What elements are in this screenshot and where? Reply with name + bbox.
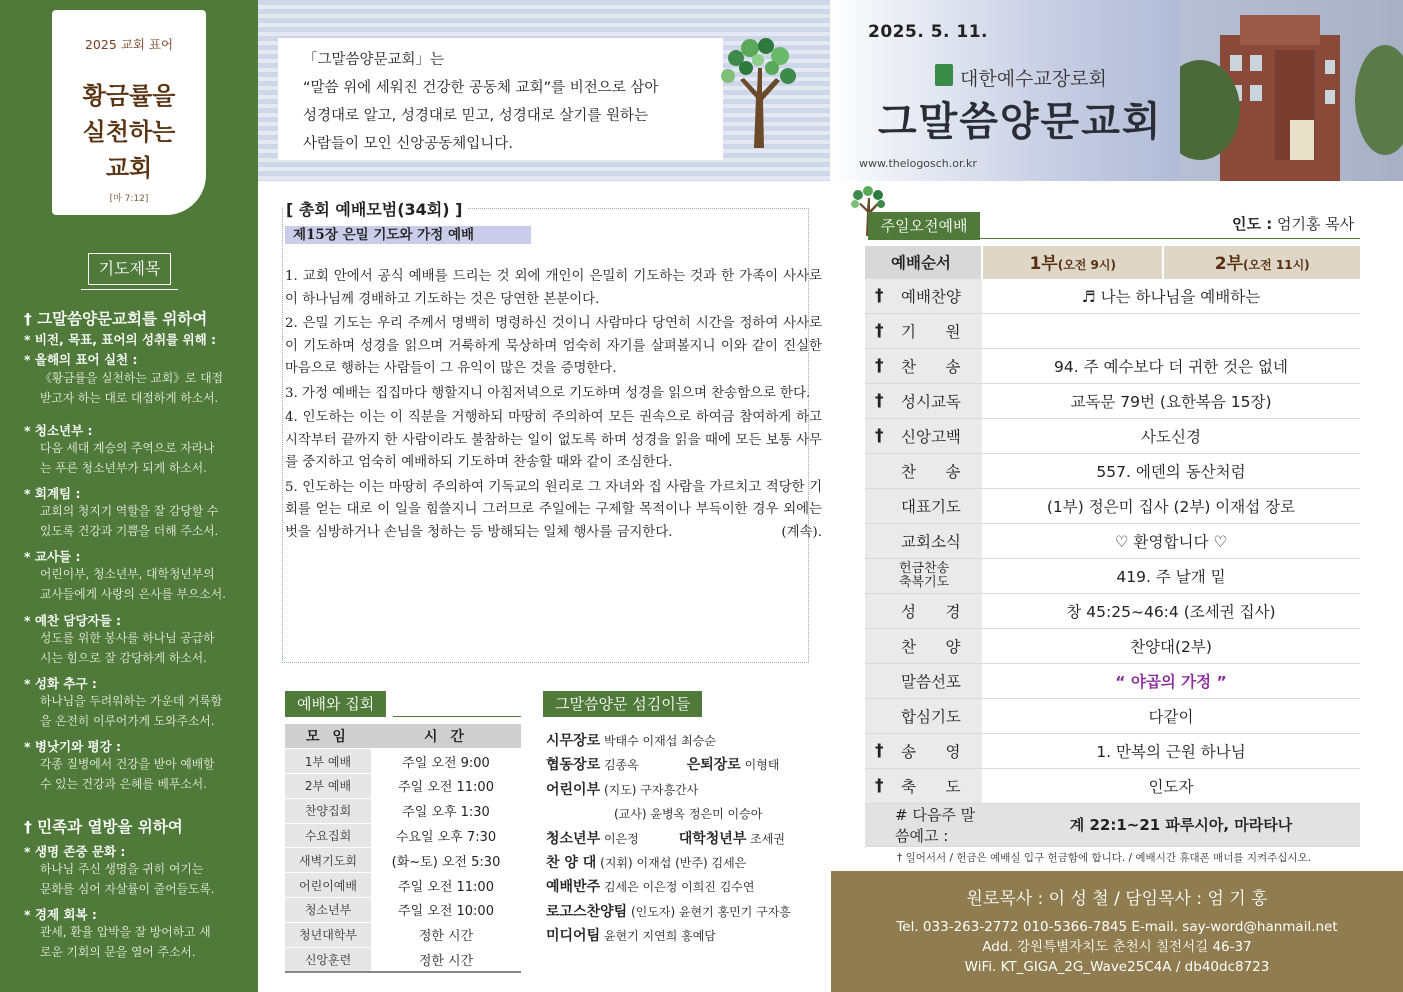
table-row: 교회소식 ♡ 환영합니다 ♡ [865, 523, 1360, 558]
church-building-image [1180, 0, 1403, 181]
list-item: 찬 양 대 (지휘) 이재섭 (반주) 김세은 [546, 855, 747, 872]
service-leader: 인도 : 엄기홍 목사 [1232, 215, 1355, 233]
table-row: 합심기도 다같이 [865, 698, 1360, 733]
meetings-title-rule [393, 716, 521, 717]
church-intro: 「그말씀양문교회」는 “말씀 위에 세워진 건강한 공동체 교회”를 비전으로 삼아 성경대로 알고, 성경대로 믿고, 성경대로 살기를 원하는 사람들이 모인 신앙공동체입니다. [303, 52, 659, 152]
article-paragraph: 5. 인도하는 이는 마땅히 주의하여 기독교의 원리로 그 자녀와 집 사람을 가르치고 적당한 기회를 얻는 대로 이 일을 힘쓸지니 그러므로 주일에는 구제할 목적이나 부득이한 경우 외에는 벗을 심방하거나 손님을 청하는 등 방해되는 일체 행사를 금지한다. (계속). [285, 477, 822, 545]
table-row: † 성시교독 교독문 79번 (요한복음 15장) [865, 383, 1360, 418]
prayer-sidebar [0, 0, 258, 992]
service-title-rule [980, 238, 1360, 239]
table-row: 찬 송 557. 에덴의 동산처럼 [865, 453, 1360, 488]
prayer-item-text: 하나님 주신 생명을 귀히 여기는 문화를 심어 자살률이 줄어들도록. [40, 862, 215, 896]
prayer-item-text: 《황금률을 실천하는 교회》로 대접 받고자 하는 대로 대접하게 하소서. [40, 371, 223, 405]
table-row: 말씀선포 “ 야곱의 가정 ” [865, 663, 1360, 698]
service-note: † 일어서서 / 헌금은 예배실 입구 헌금함에 합니다. / 예배시간 휴대폰 매너를 지켜주십시오. [897, 852, 1312, 864]
prayer-item-text: 관세, 환율 압박을 잘 방어하고 새 로운 기회의 문을 열어 주소서. [40, 925, 211, 959]
list-item: 미디어팀 윤현기 지연희 홍예담 [546, 928, 716, 945]
list-item: 어린이부 (지도) 구자흥간사 [546, 781, 699, 798]
prayer-title: 기도제목 [88, 253, 171, 285]
article-paragraph: 2. 은밀 기도는 우리 주께서 명백히 명령하신 것이니 사람마다 당연히 시간을 정하여 사사로이 기도하며 성경을 읽으며 거룩하게 묵상하며 엄숙히 자기를 살펴볼지니 이와 같이 진실한 마음으로 행하는 사람들이 그 유익이 많은 것을 증명한다. [285, 316, 822, 376]
table-row: 1부 예배 주일 오전 9:00 [285, 749, 521, 774]
article-body [285, 266, 822, 546]
table-row: 청소년부 주일 오전 10:00 [285, 898, 521, 923]
list-item: (교사) 윤병옥 정은미 이승아 [614, 807, 763, 822]
table-row: 청년대학부 정한 시간 [285, 922, 521, 947]
prayer-item-head: * 생명 존중 문화 : [24, 844, 126, 859]
next-week-row: # 다음주 말씀예고 : 계 22:1~21 파루시아, 마라타나 [865, 803, 1360, 846]
table-row: 2부 예배 주일 오전 11:00 [285, 774, 521, 799]
church-name: 그말씀양문교회 [878, 99, 1163, 145]
prayer-item-head: * 청소년부 : [24, 423, 93, 438]
motto-text: 황금률을 실천하는 교회 [82, 81, 176, 182]
prayer-item-head: * 비전, 목표, 표어의 성취를 위해 : [24, 332, 217, 347]
table-row: 어린이예배 주일 오전 11:00 [285, 873, 521, 898]
service-title: 주일오전예배 [868, 212, 980, 240]
article-paragraph: 1. 교회 안에서 공식 예배를 드리는 것 외에 개인이 은밀히 기도하는 것과 한 가족이 사사로이 하나님께 경배하고 기도하는 것은 당연한 본분이다. [285, 269, 822, 307]
prayer-item-text: 교회의 청지기 역할을 잘 감당할 수 있도록 건강과 기쁨을 더해 주소서. [40, 504, 219, 538]
prayer-item-head: * 교사들 : [24, 549, 81, 564]
table-row: 신앙훈련 정한 시간 [285, 947, 521, 972]
staff-list [546, 729, 826, 949]
article-paragraph: 3. 가정 예배는 집집마다 행할지니 아침저녁으로 기도하며 성경을 읽으며 찬송함으로 한다. [285, 385, 811, 401]
prayer-item-head: * 회계팀 : [24, 486, 81, 501]
motto-year-label: 2025 교회 표어 [84, 37, 174, 52]
pastors-line: 원로목사 : 이 성 철 / 담임목사 : 엄 기 홍 [966, 889, 1268, 909]
table-row: 찬 양 찬양대(2부) [865, 628, 1360, 663]
bulletin-date: 2025. 5. 11. [868, 22, 989, 42]
meetings-title: 예배와 집회 [285, 691, 386, 717]
table-row: † 신앙고백 사도신경 [865, 418, 1360, 453]
table-row: † 예배찬양 ♬ 나는 하나님을 예배하는 [865, 278, 1360, 313]
prayer-item-text: 각종 질병에서 건강을 받아 예배할 수 있는 건강과 은혜를 베푸소서. [40, 757, 215, 791]
prayer-item-head: * 병낫기와 평강 : [24, 739, 122, 754]
prayer-item-head: * 올해의 표어 실천 : [24, 352, 138, 367]
table-row: † 기 원 [865, 313, 1360, 348]
list-item: 협동장로 김종옥 은퇴장로 이형태 [546, 757, 780, 774]
motto-card [52, 10, 206, 215]
prayer-item-head: * 예찬 담당자들 : [24, 613, 122, 628]
prayer-item-text: 어린이부, 청소년부, 대학청년부의 교사들에게 사랑의 은사를 부으소서. [40, 567, 226, 601]
contact-footer [831, 871, 1403, 992]
motto-reference: [마 7:12] [109, 194, 149, 204]
article-subtitle: 제15장 은밀 기도와 가정 예배 [285, 226, 531, 244]
list-item: 예배반주 김세은 이은정 이희진 김수연 [546, 879, 755, 896]
list-item: 청소년부 이은정 대학청년부 조세권 [546, 830, 785, 847]
prayer-item-text: 하나님을 두려워하는 가운데 거룩함 을 온전히 이루어가게 도와주소서. [40, 694, 223, 728]
prayer-item-head: * 성화 추구 : [24, 676, 97, 691]
table-row: 대표기도 (1부) 정은미 집사 (2부) 이재섭 장로 [865, 488, 1360, 523]
prayer-section-title: † 그말씀양문교회를 위하여 [24, 310, 208, 328]
table-row: † 축 도 인도자 [865, 768, 1360, 803]
table-row: 새벽기도회 (화~토) 오전 5:30 [285, 848, 521, 873]
tree-icon [718, 38, 798, 148]
prayer-item-head: * 경제 회복 : [24, 907, 97, 922]
staff-title: 그말씀양문 섬김이들 [543, 691, 702, 717]
list-item: 로고스찬양팀 (인도자) 윤현기 홍민기 구자흥 [546, 903, 791, 920]
table-row: 찬양집회 주일 오후 1:30 [285, 798, 521, 823]
meetings-table: 모 임 시 간 1부 예배 주일 오전 9:00 2부 예배 주일 오전 11:00 찬양집회 주일 오후 1:30 수요집회 수요일 오후 7:30 새벽기도회 (화~토) 오전 5:30 어린이예배 주일 오전 11:00 청소년부 주일 오전 10:00 청년대학부 정한 시간 신앙훈련 정한 시간 [285, 724, 521, 973]
contact-info: Tel. 033-263-2772 010-5366-7845 E-mail. say-word@hanmail.net Add. 강원특별자치도 춘천시 칠전서길 46-37 WiFi. KT_GIGA_2G_Wave25C4A / db40dc8723 [896, 919, 1338, 975]
table-row: 수요집회 수요일 오후 7:30 [285, 823, 521, 848]
service-order-table: 예배순서 1부(오전 9시) 2부(오전 11시) † 예배찬양 ♬ 나는 하나님을 예배하는 † 기 원 † 찬 송 94. 주 예수보다 더 귀한 것은 없네 † 성시교독 교독문 79번 (요한복음 15장) † 신앙고백 사도신경 찬 송 557. 에덴의 동산처럼 대표기도 (1부) 정은미 집사 (2부) 이재섭 장로 교회소식 ♡ 환영합니다 ♡ 헌금찬송 축복기도 419. 주 날개 밑 성 경 창 45:25~46:4 (조세권 집사) 찬 양 찬양대(2부) 말씀선포 “ 야곱의 가정 ” 합심기도 다같이 † 송 영 1. 만복의 근원 하나님 † 축 도 인도자 # 다음주 말씀예고 : 계 22:1~21 파루시아, 마라타나 [865, 246, 1360, 847]
table-row: 성 경 창 45:25~46:4 (조세권 집사) [865, 593, 1360, 628]
prayer-item-text: 다음 세대 계승의 주역으로 자라나 는 푸른 청소년부가 되게 하소서. [40, 441, 215, 475]
church-url[interactable]: www.thelogosch.or.kr [859, 157, 977, 170]
denomination-cross-icon [935, 64, 953, 86]
article-continued: (계속). [781, 524, 822, 540]
article-title: [ 총회 예배모범(34회) ] [284, 197, 468, 220]
table-row: 헌금찬송 축복기도 419. 주 날개 밑 [865, 558, 1360, 593]
prayer-section-title: † 민족과 열방을 위하여 [24, 818, 183, 836]
article-paragraph: 4. 인도하는 이는 이 직분을 거행하되 마땅히 주의하여 모든 권속으로 하여금 참여하게 하고 시작부터 끝까지 한 사람이라도 불참하는 일이 없도록 하며 성경을 읽을 때에 모든 보통 사무를 중지하고 엄숙히 예배하되 기도하며 찬송할 때와 같이 조심한다. [285, 410, 822, 470]
denomination-name: 대한예수교장로회 [960, 68, 1107, 90]
table-row: † 송 영 1. 만복의 근원 하나님 [865, 733, 1360, 768]
list-item: 시무장로 박태수 이재섭 최승순 [546, 733, 716, 749]
table-row: † 찬 송 94. 주 예수보다 더 귀한 것은 없네 [865, 348, 1360, 383]
prayer-item-text: 성도를 위한 봉사를 하나님 공급하 시는 힘으로 잘 감당하게 하소서. [40, 631, 215, 665]
